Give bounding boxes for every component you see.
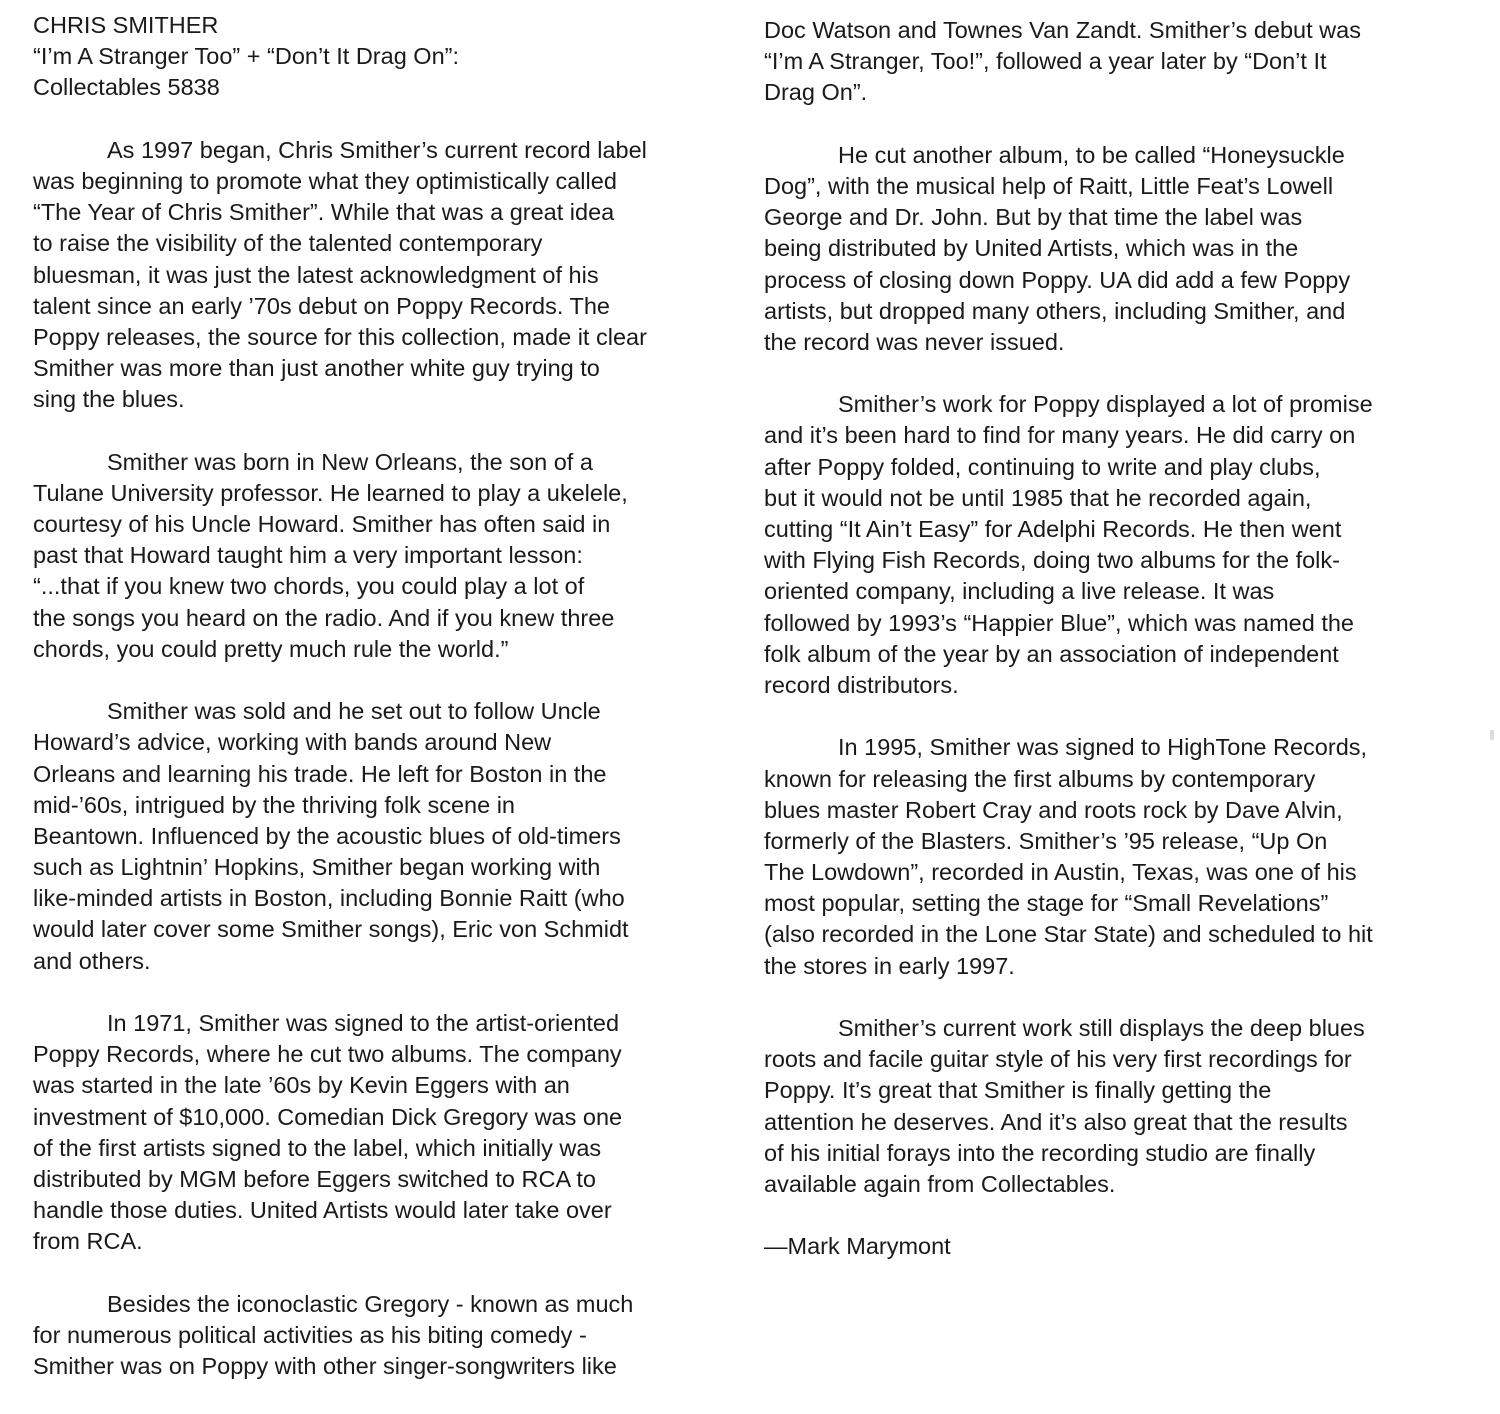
text-line: followed by 1993’s “Happier Blue”, which was named the [764, 609, 1355, 636]
text-line: courtesy of his Uncle Howard. Smither has often said in [33, 511, 611, 537]
text-line: like-minded artists in Boston, including Bonnie Raitt (who [33, 885, 625, 912]
text-line: “I’m A Stranger, Too!”, followed a year later by “Don’t It [764, 48, 1327, 75]
text-line: chords, you could pretty much rule the world.” [33, 635, 509, 662]
text-line: blues master Robert Cray and roots rock by Dave Alvin, [764, 796, 1343, 823]
text-line: the stores in early 1997. [764, 952, 1015, 979]
text-line: Howard’s advice, working with bands around New [33, 729, 552, 756]
text-line: distributed by MGM before Eggers switched to RCA to [33, 1165, 596, 1192]
paragraph [764, 389, 1464, 701]
text-line: Drag On”. [764, 79, 868, 106]
text-line: Beantown. Influenced by the acoustic blues of old-timers [33, 822, 621, 849]
text-line: past that Howard taught him a very important lesson: [33, 542, 583, 569]
paragraph [764, 140, 1464, 358]
text-line: such as Lightnin’ Hopkins, Smither began working with [33, 854, 601, 881]
text-line: oriented company, including a live release. It was [764, 578, 1275, 605]
album-titles: “I’m A Stranger Too” + “Don’t It Drag On”: [33, 43, 459, 70]
text-line: Poppy releases, the source for this collection, made it clear [33, 323, 647, 350]
right-column-body [764, 15, 1464, 1263]
text-line: In 1995, Smither was signed to HighTone Records, [838, 734, 1368, 761]
paragraph [33, 447, 733, 665]
paragraph [764, 15, 1464, 109]
text-line: being distributed by United Artists, which was in the [764, 235, 1299, 262]
text-line: to raise the visibility of the talented contemporary [33, 230, 543, 257]
text-line: Smither’s work for Poppy displayed a lot of promise [838, 391, 1373, 418]
text-line: was beginning to promote what they optimistically called [33, 167, 617, 194]
text-line: talent since an early ’70s debut on Poppy Records. The [33, 292, 610, 319]
text-line: Doc Watson and Townes Van Zandt. Smither’s debut was [764, 17, 1361, 43]
text-line: of the first artists signed to the label, which initially was [33, 1134, 602, 1161]
text-line: formerly of the Blasters. Smither’s ’95 release, “Up On [764, 827, 1328, 854]
text-line: folk album of the year by an association of independent [764, 640, 1339, 667]
scan-artifact [1490, 730, 1494, 740]
text-line: Orleans and learning his trade. He left for Boston in the [33, 760, 607, 787]
text-line: —Mark Marymont [764, 1233, 951, 1260]
text-line: and others. [33, 947, 151, 974]
text-line: most popular, setting the stage for “Small Revelations” [764, 890, 1329, 917]
text-line: (also recorded in the Lone Star State) and scheduled to hit [764, 921, 1373, 948]
paragraph [764, 732, 1464, 982]
text-line: artists, but dropped many others, including Smither, and [764, 297, 1346, 324]
text-line: and it’s been hard to find for many years. He did carry on [764, 422, 1356, 449]
liner-notes-header [33, 10, 733, 104]
text-line: available again from Collectables. [764, 1170, 1116, 1197]
text-line: bluesman, it was just the latest acknowledgment of his [33, 261, 599, 288]
text-line: As 1997 began, Chris Smither’s current record label [107, 136, 647, 163]
text-line: investment of $10,000. Comedian Dick Gregory was one [33, 1103, 623, 1130]
text-line: known for releasing the first albums by contemporary [764, 765, 1316, 792]
text-line: sing the blues. [33, 386, 185, 413]
right-column [764, 15, 1464, 1294]
text-line: process of closing down Poppy. UA did add a few Poppy [764, 266, 1351, 293]
text-line: Tulane University professor. He learned to play a ukelele, [33, 479, 628, 506]
text-line: Dog”, with the musical help of Raitt, Little Feat’s Lowell [764, 172, 1334, 199]
text-line: for numerous political activities as his biting comedy - [33, 1321, 587, 1348]
paragraph [33, 135, 733, 416]
text-line: would later cover some Smither songs), Eric von Schmidt [33, 916, 629, 943]
paragraph [33, 696, 733, 977]
paragraph [764, 1231, 1464, 1262]
text-line: He cut another album, to be called “Honeysuckle [838, 141, 1345, 168]
text-line: roots and facile guitar style of his very first recordings for [764, 1046, 1352, 1073]
text-line: record distributors. [764, 671, 959, 698]
text-line: In 1971, Smither was signed to the artist-oriented [107, 1010, 620, 1036]
artist-name: CHRIS SMITHER [33, 12, 219, 38]
text-line: “The Year of Chris Smither”. While that was a great idea [33, 199, 615, 226]
paragraph [33, 1008, 733, 1258]
text-line: Smither’s current work still displays the deep blues [838, 1015, 1365, 1041]
text-line: handle those duties. United Artists would later take over [33, 1197, 612, 1224]
text-line: Poppy. It’s great that Smither is finally getting the [764, 1077, 1272, 1104]
text-line: from RCA. [33, 1228, 143, 1255]
text-line: the songs you heard on the radio. And if you knew three [33, 604, 615, 631]
text-line: Besides the iconoclastic Gregory - known as much [107, 1290, 634, 1317]
paragraph [33, 1289, 733, 1383]
text-line: George and Dr. John. But by that time the label was [764, 204, 1303, 231]
text-line: Smither was born in New Orleans, the son of a [107, 448, 593, 475]
text-line: Smither was more than just another white guy trying to [33, 355, 600, 382]
text-line: after Poppy folded, continuing to write and play clubs, [764, 453, 1321, 480]
left-column [33, 10, 733, 1413]
text-line: was started in the late ’60s by Kevin Eggers with an [33, 1072, 570, 1099]
text-line: Smither was sold and he set out to follow Uncle [107, 698, 601, 725]
text-line: mid-’60s, intrigued by the thriving folk scene in [33, 791, 515, 818]
text-line: with Flying Fish Records, doing two albums for the folk- [764, 547, 1340, 574]
text-line: “...that if you knew two chords, you could play a lot of [33, 573, 585, 600]
text-line: attention he deserves. And it’s also great that the results [764, 1108, 1348, 1135]
text-line: but it would not be until 1985 that he recorded again, [764, 484, 1312, 511]
text-line: The Lowdown”, recorded in Austin, Texas, was one of his [764, 859, 1357, 886]
paragraph [764, 1013, 1464, 1200]
text-line: of his initial forays into the recording studio are finally [764, 1139, 1316, 1166]
left-column-body [33, 135, 733, 1383]
catalog-number: Collectables 5838 [33, 74, 220, 101]
text-line: Smither was on Poppy with other singer-songwriters like [33, 1353, 617, 1380]
text-line: cutting “It Ain’t Easy” for Adelphi Records. He then went [764, 516, 1342, 542]
text-line: Poppy Records, where he cut two albums. The company [33, 1041, 622, 1068]
text-line: the record was never issued. [764, 328, 1065, 355]
